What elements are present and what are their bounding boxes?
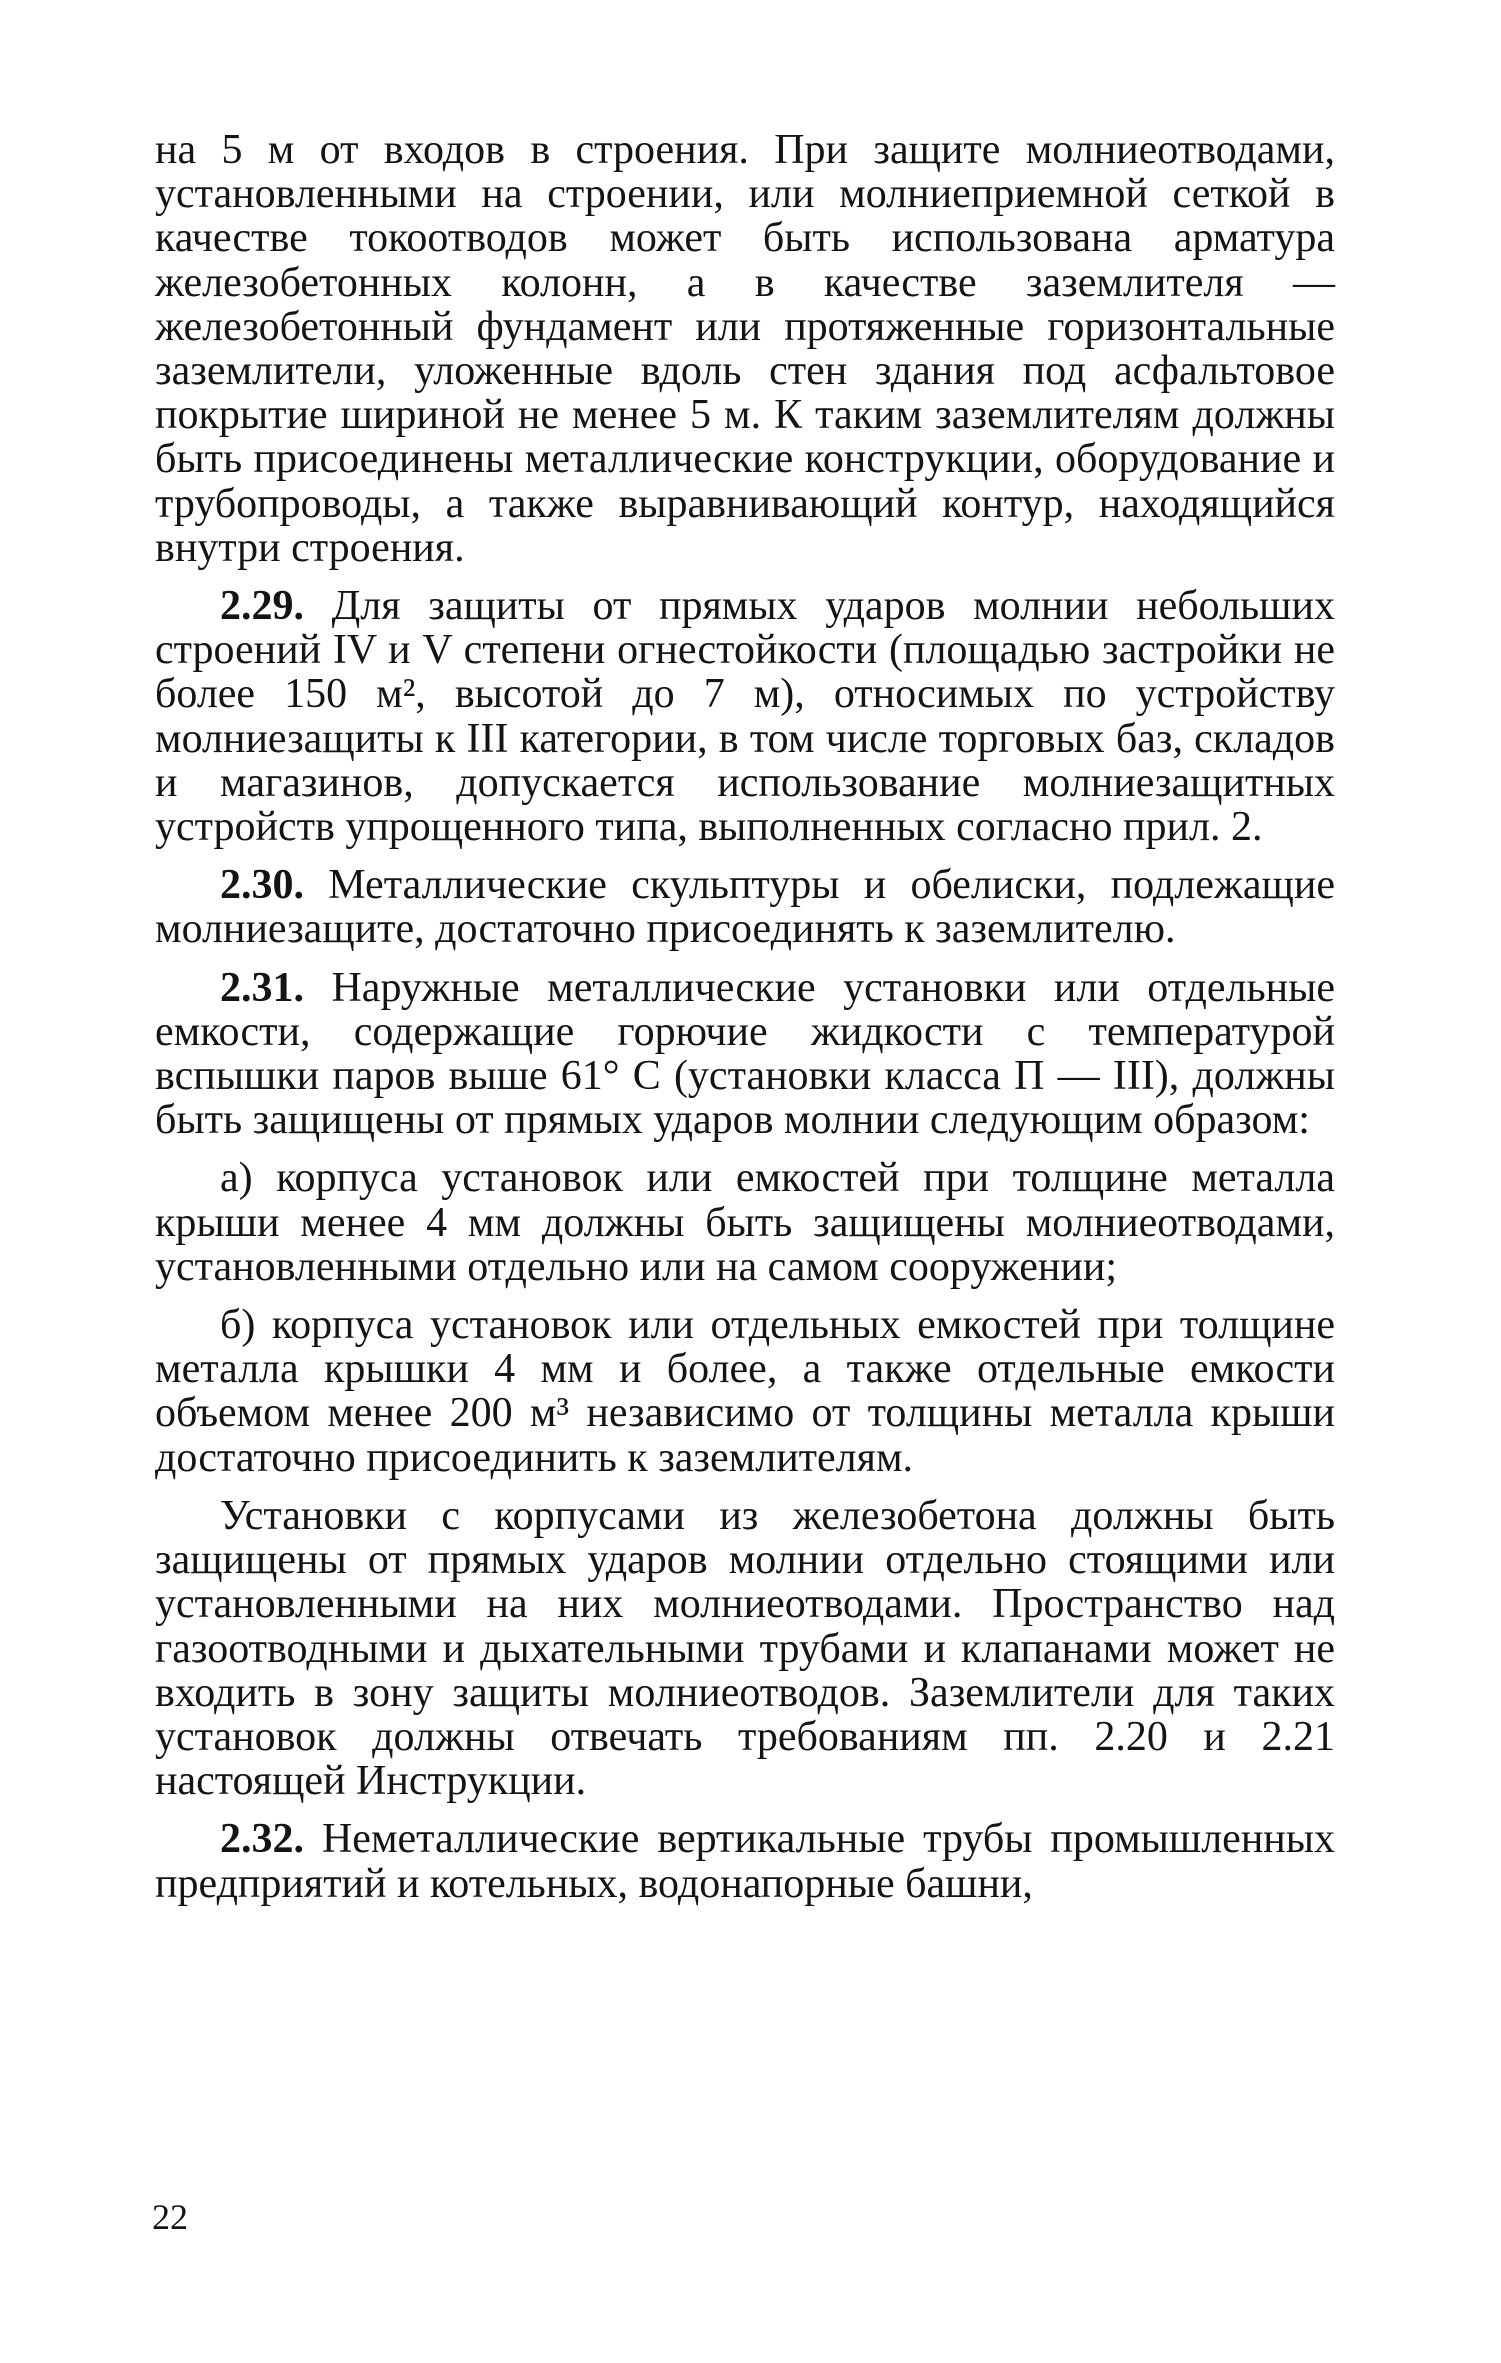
paragraph-text: Металлические скульптуры и обелиски, подлежащие молниезащите, достаточно присоединять к заземлителю.	[155, 862, 1335, 953]
page-number: 22	[152, 2197, 188, 2237]
paragraph-text: Неметаллические вертикальные трубы промышленных предприятий и котельных, водонапорные башни,	[155, 1816, 1335, 1907]
list-item-b	[155, 1303, 1335, 1480]
paragraph-text: Установки с корпусами из железобетона должны быть защищены от прямых ударов молнии отдельно стоящими или установленными на них молниеотводами. Пространство над газоотводными и дыхательными трубами и клапанами может не входить в зону защиты молниеотводов. Заземлители для таких установок должны отвечать требованиям пп. 2.20 и 2.21 настоящей Инструкции.	[155, 1492, 1335, 1805]
paragraph-text: Наружные металлические установки или отдельные емкости, содержащие горючие жидкости с температурой вспышки паров выше 61° С (установки класса П — III), должны быть защищены от прямых ударов молнии следующим образом:	[155, 964, 1335, 1144]
paragraph-text: а) корпуса установок или емкостей при толщине металла крыши менее 4 мм должны быть защищены молниеотводами, установленными отдельно или на самом сооружении;	[155, 1155, 1335, 1290]
paragraph-number: 2.29.	[220, 583, 304, 630]
paragraph-text: б) корпуса установок или отдельных емкостей при толщине металла крышки 4 мм и более, а также отдельные емкости объемом менее 200 м³ независимо от толщины металла крыши достаточно присоединить к заземлителям.	[155, 1302, 1335, 1481]
paragraph-installations	[155, 1494, 1335, 1803]
paragraph-2-30	[155, 863, 1335, 951]
paragraph-number: 2.31.	[220, 964, 304, 1011]
paragraph-number: 2.30.	[220, 862, 304, 909]
paragraph-continuation	[155, 128, 1335, 570]
body-text	[155, 128, 1335, 1906]
paragraph-2-32	[155, 1817, 1335, 1905]
paragraph-number: 2.32.	[220, 1816, 304, 1863]
paragraph-text: Для защиты от прямых ударов молнии небольших строений IV и V степени огнестойкости (площадью застройки не более 150 м², высотой до 7 м), относимых по устройству молниезащиты к III категории, в том числе торговых баз, складов и магазинов, допускается использование молниезащитных устройств упрощенного типа, выполненных согласно прил. 2.	[155, 583, 1335, 851]
list-item-a	[155, 1156, 1335, 1289]
paragraph-2-31	[155, 966, 1335, 1143]
paragraph-text: на 5 м от входов в строения. При защите молниеотводами, установленными на строении, или молниеприемной сеткой в качестве токоотводов может быть использована арматура железобетонных колонн, а в качестве заземлителя — железобетонный фундамент или протяженные горизонтальные заземлители, уложенные вдоль стен здания под асфальтовое покрытие шириной не менее 5 м. К таким заземлителям должны быть присоединены металлические конструкции, оборудование и трубопроводы, а также выравнивающий контур, находящийся внутри строения.	[155, 127, 1335, 571]
paragraph-2-29	[155, 584, 1335, 849]
